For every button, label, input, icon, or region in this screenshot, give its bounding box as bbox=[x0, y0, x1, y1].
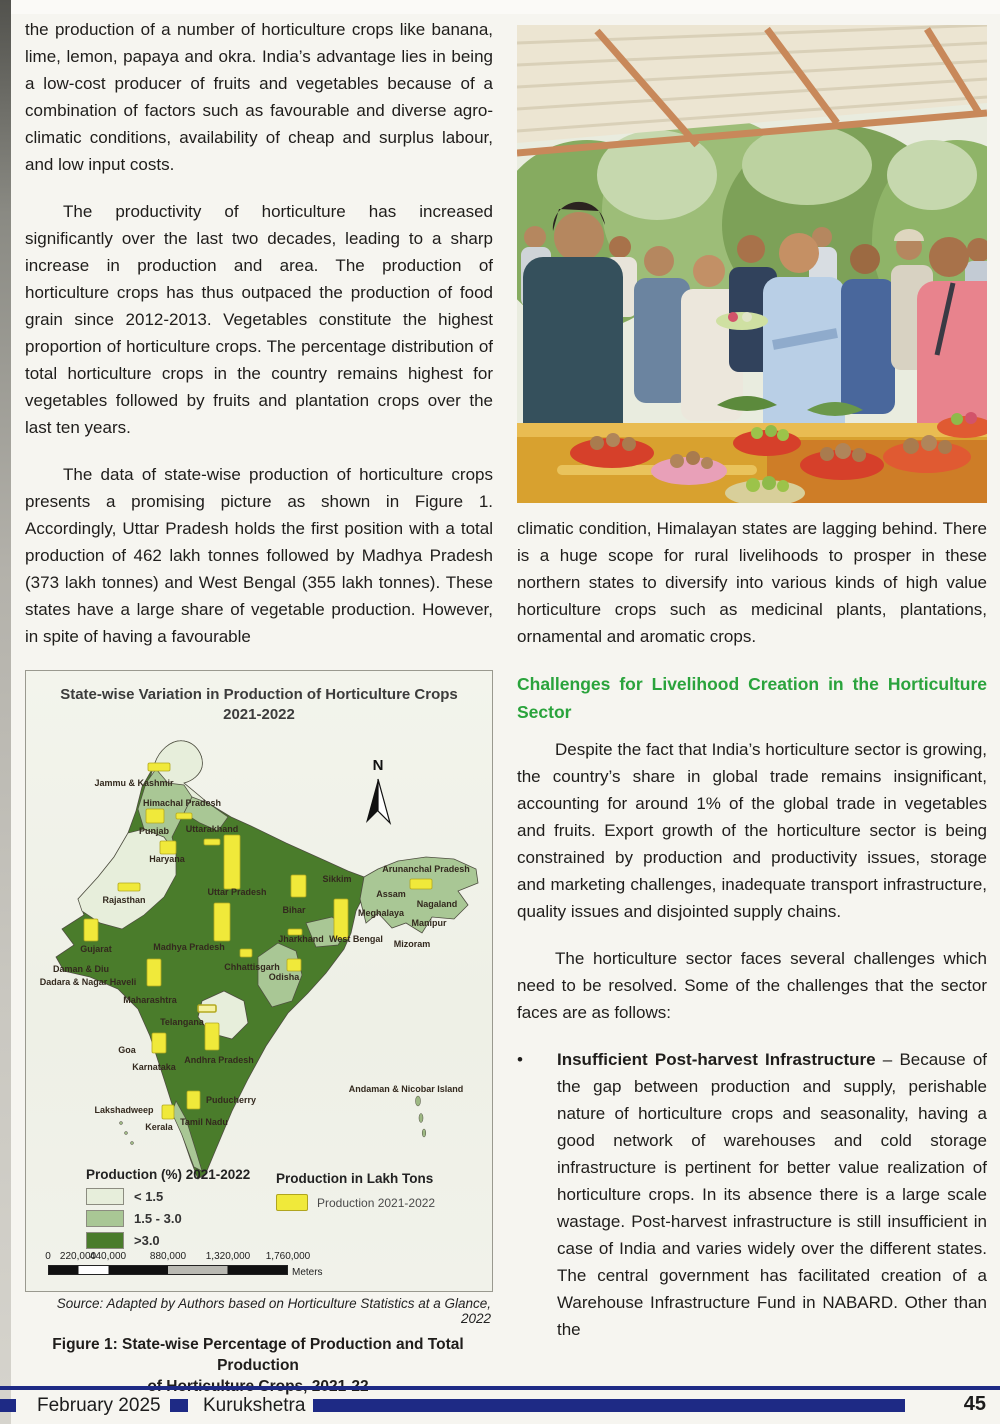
state-label: Nagaland bbox=[416, 899, 458, 909]
production-bar bbox=[84, 919, 98, 941]
bar-legend bbox=[276, 1171, 435, 1211]
footer-square-icon bbox=[170, 1399, 188, 1412]
bar-legend-title: Production in Lakh Tons bbox=[276, 1171, 434, 1186]
production-bar bbox=[224, 835, 240, 889]
northeast-states bbox=[357, 857, 478, 933]
bullet-bold-lead: Insufficient Post-harvest Infrastructure bbox=[557, 1050, 876, 1069]
production-bar bbox=[176, 813, 192, 819]
figure-1-map bbox=[25, 670, 493, 1292]
footer-bar bbox=[313, 1399, 905, 1412]
footer-issue-date: February 2025 bbox=[37, 1395, 161, 1416]
bullet-rest: – Because of the gap between production and supply, perishable nature of horticulture crops and seasonality, having a good network of warehouses and cold storage infrastructure is pertinent for better value realization of horticulture crops. In its absence there is a large scale wastage. Post-harvest infrastructure is still insufficient in case of India and varies widely over the different states. The central government has facilitated creation of a Warehouse Infrastructure Fund in NABARD. Other than the bbox=[557, 1050, 987, 1339]
legend-class-label: < 1.5 bbox=[134, 1189, 164, 1204]
scalebar-strip bbox=[48, 1265, 288, 1275]
event-photo bbox=[517, 25, 987, 503]
paragraph-productivity: The productivity of horticulture has increased significantly over the last two decades, leading to a sharp increase in production and area. The production of horticulture crops has thus outpaced the production of food grain since 2012-2013. Vegetables constitute the highest proportion of horticulture crops. The percentage distribution of total horticulture crops in the country remains highest for vegetables followed by fruits and plantation crops over the last ten years. bbox=[25, 202, 493, 437]
state-label: Puducherry bbox=[205, 1095, 257, 1105]
footer bbox=[0, 1395, 1000, 1415]
state-label: Andaman & Nicobar Island bbox=[348, 1084, 464, 1094]
scalebar-tick: 880,000 bbox=[149, 1251, 187, 1262]
bar-legend-swatch bbox=[276, 1194, 308, 1211]
section-heading-challenges: Challenges for Livelihood Creation in the Horticulture Sector bbox=[517, 674, 987, 722]
figure-caption: Figure 1: State-wise Percentage of Production and Total Production bbox=[52, 1336, 464, 1374]
state-label: Meghalaya bbox=[357, 908, 405, 918]
state-label: Andhra Pradesh bbox=[184, 1055, 254, 1065]
choropleth-legend-title: Production (%) 2021-2022 bbox=[86, 1167, 251, 1182]
production-bar bbox=[147, 959, 161, 986]
figure-title: State-wise Variation in Production of Horticulture Crops 2021-2022 bbox=[60, 686, 458, 723]
choropleth-legend bbox=[86, 1167, 250, 1254]
scan-gutter bbox=[0, 0, 11, 1424]
footer-magazine-name: Kurukshetra bbox=[203, 1395, 306, 1416]
state-label: Kerala bbox=[145, 1122, 173, 1132]
production-bar bbox=[162, 1105, 174, 1119]
bullet-text bbox=[557, 1046, 987, 1343]
production-bar bbox=[198, 1005, 216, 1012]
state-label: Haryana bbox=[149, 854, 185, 864]
paragraph-statewise-data: The data of state-wise production of horticulture crops presents a promising picture as shown in Figure 1. Accordingly, Uttar Pradesh holds the first position with a total production of 462 lakh tonnes followed by Madhya Pradesh (373 lakh tonnes) and West Bengal (355 lakh tonnes). These states have a large share of vegetable production. However, in spite of having a favourable bbox=[25, 465, 493, 646]
state-label: Maharashtra bbox=[123, 995, 177, 1005]
state-label: Karnataka bbox=[132, 1062, 176, 1072]
legend-class-row bbox=[86, 1210, 250, 1227]
state-label: West Bengal bbox=[329, 934, 383, 944]
state-label: Arunanchal Pradesh bbox=[382, 864, 470, 874]
island-dots bbox=[120, 1096, 426, 1145]
scalebar-unit: Meters bbox=[292, 1267, 323, 1278]
bullet-icon: • bbox=[517, 1050, 523, 1069]
bullet-post-harvest bbox=[517, 1046, 987, 1343]
state-label: Goa bbox=[118, 1045, 136, 1055]
production-bar bbox=[288, 929, 302, 935]
figure-source: Source: Adapted by Authors based on Horticulture Statistics at a Glance, 2022 bbox=[56, 1296, 491, 1326]
production-bar bbox=[291, 875, 306, 897]
legend-swatch bbox=[86, 1188, 124, 1205]
legend-class-label: 1.5 - 3.0 bbox=[134, 1211, 182, 1226]
right-column bbox=[517, 25, 987, 1343]
production-bar bbox=[205, 1023, 219, 1050]
state-label: Manipur bbox=[411, 918, 447, 928]
state-label: Dadara & Nagar Haveli bbox=[39, 977, 137, 987]
paragraph-despite: Despite the fact that India’s horticulture sector is growing, the country’s share in global trade remains insignificant, accounting for around 1% of the global trade in vegetables and fruits. Export growth of the horticulture sector is being constrained by production and productivity issues, storage and marketing challenges, inadequate transport infrastructure, quality issues and disjointed supply chains. bbox=[517, 740, 987, 921]
state-label: Uttar Pradesh bbox=[207, 887, 267, 897]
production-bar bbox=[148, 763, 170, 771]
footer-square-icon bbox=[0, 1399, 16, 1412]
scalebar-tick: 1,320,000 bbox=[205, 1251, 251, 1262]
paragraph-sector-challenges: The horticulture sector faces several challenges which need to be resolved. Some of the challenges that the sector faces are as follows: bbox=[517, 949, 987, 1022]
state-label: Chhattisgarh bbox=[224, 962, 280, 972]
production-bar bbox=[204, 839, 220, 845]
production-bar bbox=[146, 809, 164, 823]
state-label: Madhya Pradesh bbox=[153, 942, 225, 952]
production-bar bbox=[187, 1091, 200, 1109]
legend-class-row bbox=[86, 1188, 250, 1205]
map-scalebar bbox=[45, 1251, 323, 1285]
page-number: 45 bbox=[963, 1393, 986, 1415]
paragraph-crops-advantage: the production of a number of horticulture crops like banana, lime, lemon, papaya and okra. India’s advantage lies in being a low-cost producer of fruits and vegetables because of a combination of factors such as favourable and diverse agro-climatic conditions, availability of cheap and surplus labour, and low input costs. bbox=[25, 20, 493, 174]
production-bar bbox=[118, 883, 140, 891]
state-label: Telangana bbox=[160, 1017, 204, 1027]
scalebar-tick: 0 bbox=[45, 1251, 51, 1262]
production-bar bbox=[410, 879, 432, 889]
production-bar bbox=[214, 903, 230, 941]
north-label: N bbox=[372, 757, 384, 774]
legend-swatch bbox=[86, 1210, 124, 1227]
state-label: Assam bbox=[376, 889, 406, 899]
production-bar bbox=[152, 1033, 166, 1053]
state-label: Himachal Pradesh bbox=[142, 798, 222, 808]
state-label: Tamil Nadu bbox=[180, 1117, 228, 1127]
state-label: Odisha bbox=[268, 972, 300, 982]
scalebar-tick: 440,000 bbox=[89, 1251, 127, 1262]
page-top-margin bbox=[0, 0, 1000, 14]
state-label: Sikkim bbox=[322, 874, 352, 884]
state-label: Daman & Diu bbox=[52, 964, 110, 974]
north-arrow-icon bbox=[366, 779, 390, 823]
state-label: Rajasthan bbox=[102, 895, 146, 905]
legend-swatch bbox=[86, 1232, 124, 1249]
production-bar bbox=[240, 949, 252, 957]
footer-rule bbox=[0, 1386, 1000, 1390]
scalebar-tick: 1,760,000 bbox=[265, 1251, 311, 1262]
state-label: Jharkhand bbox=[278, 934, 324, 944]
state-label: Uttarakhand bbox=[185, 824, 239, 834]
production-bar bbox=[160, 841, 176, 854]
paragraph-climatic: climatic condition, Himalayan states are lagging behind. There is a huge scope for rural livelihoods to prosper in these northern states to diversify into various kinds of high value horticulture crops such as medicinal plants, plantations, ornamental and aromatic crops. bbox=[517, 519, 987, 646]
state-label: Gujarat bbox=[80, 944, 112, 954]
left-column bbox=[25, 16, 493, 1397]
production-bar bbox=[287, 959, 301, 971]
legend-class-label: >3.0 bbox=[134, 1233, 160, 1248]
production-bar bbox=[334, 899, 348, 939]
state-label: Mizoram bbox=[393, 939, 431, 949]
bar-legend-label: Production 2021-2022 bbox=[317, 1195, 436, 1210]
state-label: Punjab bbox=[138, 826, 170, 836]
state-label: Bihar bbox=[282, 905, 306, 915]
state-label: Lakshadweep bbox=[94, 1105, 154, 1115]
legend-class-row bbox=[86, 1232, 250, 1249]
scalebar-tick: 220,000 bbox=[59, 1251, 97, 1262]
state-label: Jammu & Kashmir bbox=[94, 778, 174, 788]
